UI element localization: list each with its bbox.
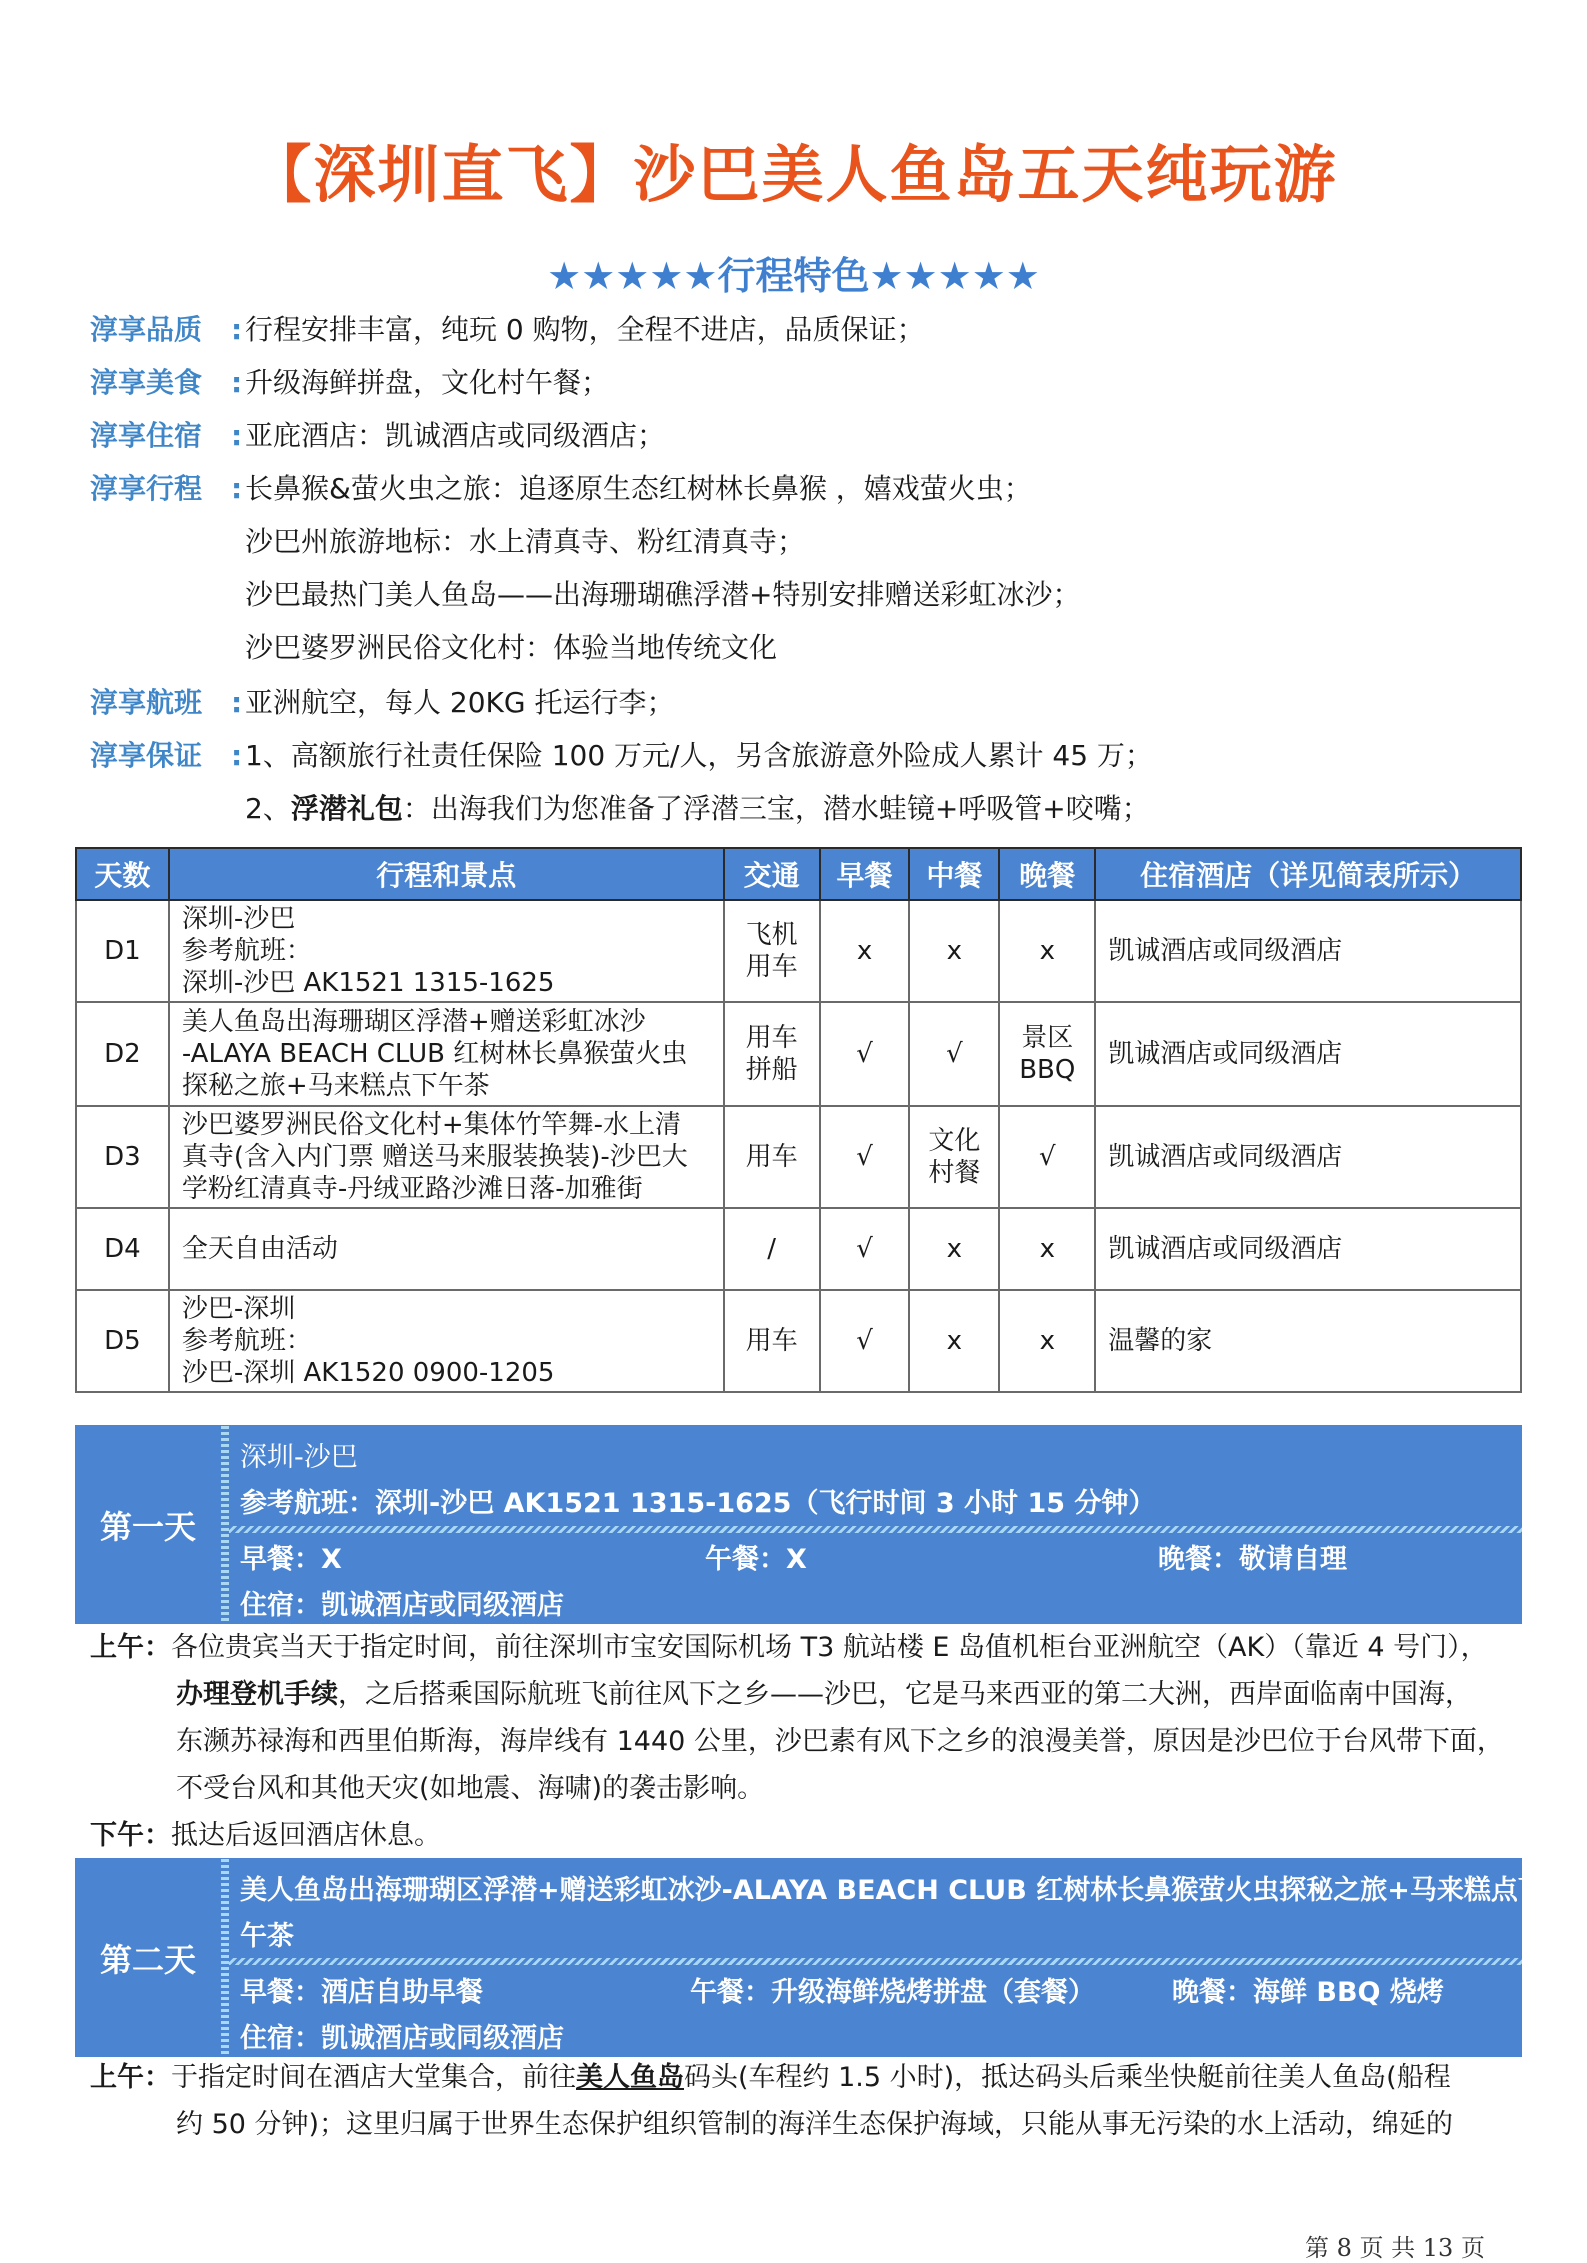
feature-text: 升级海鲜拼盘，文化村午餐； <box>245 366 610 399</box>
cell-transport: 飞机 用车 <box>724 900 820 1002</box>
cell-route: 沙巴-深圳 参考航班： 沙巴-深圳 AK1520 0900-1205 <box>169 1290 724 1392</box>
feature-itinerary: 淳享行程 : 长鼻猴&萤火虫之旅：追逐原生态红树林长鼻猴 ，嬉戏萤火虫； <box>90 472 1032 505</box>
cell-lunch: 文化 村餐 <box>909 1106 999 1208</box>
day1-morning: 上午：各位贵宾当天于指定时间，前往深圳市宝安国际机场 T3 航站楼 E 岛值机柜台亚洲航空（AK）（靠近 4 号门）， 办理登机手续，之后搭乘国际航班飞前往风下之乡——沙巴，它是马来西亚的第二大洲，西岸面临南中国海， 东濒苏禄海和西里伯斯海，海岸线有 1440 公里，沙巴素有风下之乡的浪漫美誉，原因是沙巴位于台风带下面， 不受台风和其他天灾(如地震、海啸)的袭击影响。 下午：抵达后返回酒店休息。 <box>90 1624 1530 1859</box>
day2-route-cont: 午茶 <box>240 1921 294 1952</box>
feature-text: 1、高额旅行社责任保险 100 万元/人，另含旅游意外险成人累计 45 万； <box>245 739 1153 772</box>
cell-day: D3 <box>76 1106 169 1208</box>
feature-guarantee: 淳享保证 : 1、高额旅行社责任保险 100 万元/人，另含旅游意外险成人累计 45 万； <box>90 739 1153 772</box>
feature-itinerary-cont: 沙巴婆罗洲民俗文化村：体验当地传统文化 <box>245 631 778 664</box>
header-hotel: 住宿酒店（详见简表所示） <box>1095 848 1521 900</box>
table-row <box>76 1002 1521 1106</box>
header-day: 天数 <box>76 848 169 900</box>
day1-lunch: 午餐：X <box>705 1544 807 1575</box>
cell-breakfast: √ <box>820 1106 910 1208</box>
header-route: 行程和景点 <box>169 848 724 900</box>
feature-text: 长鼻猴&萤火虫之旅：追逐原生态红树林长鼻猴 ，嬉戏萤火虫； <box>245 472 1032 505</box>
feature-text: 行程安排丰富，纯玩 0 购物，全程不进店，品质保证； <box>245 313 925 346</box>
cell-day: D1 <box>76 900 169 1002</box>
cell-route: 深圳-沙巴 参考航班： 深圳-沙巴 AK1521 1315-1625 <box>169 900 724 1002</box>
cell-hotel: 凯诚酒店或同级酒店 <box>1095 1106 1521 1208</box>
page-number: 第 8 页 共 13 页 <box>1305 2234 1485 2262</box>
header-transport: 交通 <box>724 848 820 900</box>
cell-breakfast: x <box>820 900 910 1002</box>
day2-breakfast: 早餐：酒店自助早餐 <box>240 1977 483 2008</box>
header-breakfast: 早餐 <box>820 848 910 900</box>
day1-afternoon: 下午：抵达后返回酒店休息。 <box>90 1820 441 1851</box>
header-lunch: 中餐 <box>909 848 999 900</box>
cell-transport: / <box>724 1208 820 1290</box>
day1-route: 深圳-沙巴 <box>240 1442 358 1473</box>
cell-lunch: √ <box>909 1002 999 1106</box>
cell-day: D5 <box>76 1290 169 1392</box>
feature-flight: 淳享航班 : 亚洲航空，每人 20KG 托运行李； <box>90 686 675 719</box>
day2-lunch: 午餐：升级海鲜烧烤拼盘（套餐） <box>690 1977 1095 2008</box>
day1-dinner: 晚餐：敬请自理 <box>1158 1544 1347 1575</box>
cell-dinner: 景区 BBQ <box>999 1002 1095 1106</box>
feature-text: 亚庇酒店：凯诚酒店或同级酒店； <box>245 419 666 452</box>
feature-label: 淳享保证 <box>90 739 203 772</box>
day1-breakfast: 早餐：X <box>240 1544 342 1575</box>
cell-lunch: x <box>909 1208 999 1290</box>
cell-breakfast: √ <box>820 1290 910 1392</box>
feature-guarantee-cont: 2、浮潜礼包：出海我们为您准备了浮潜三宝，潜水蛙镜+呼吸管+咬嘴； <box>245 792 1150 825</box>
day2-route: 美人鱼岛出海珊瑚区浮潜+赠送彩虹冰沙-ALAYA BEACH CLUB 红树林长鼻猴萤火虫探秘之旅+马来糕点下 <box>240 1875 1545 1906</box>
feature-itinerary-cont: 沙巴州旅游地标：水上清真寺、粉红清真寺； <box>245 525 806 558</box>
table-header-row <box>76 848 1521 900</box>
feature-label: 淳享美食 <box>90 366 203 399</box>
cell-transport: 用车 拼船 <box>724 1002 820 1106</box>
feature-label: 淳享航班 <box>90 686 203 719</box>
cell-lunch: x <box>909 900 999 1002</box>
table-row <box>76 900 1521 1002</box>
cell-dinner: x <box>999 1290 1095 1392</box>
feature-label: 淳享行程 <box>90 472 203 505</box>
feature-list <box>90 312 1530 844</box>
day1-label: 第一天 <box>99 1507 196 1546</box>
cell-route: 美人鱼岛出海珊瑚区浮潜+赠送彩虹冰沙 -ALAYA BEACH CLUB 红树林长鼻猴萤火虫 探秘之旅+马来糕点下午茶 <box>169 1002 724 1106</box>
cell-dinner: x <box>999 1208 1095 1290</box>
feature-label: 淳享品质 <box>90 313 203 346</box>
cell-breakfast: √ <box>820 1002 910 1106</box>
day2-label: 第二天 <box>99 1940 196 1979</box>
feature-quality: 淳享品质 : 行程安排丰富，纯玩 0 购物，全程不进店，品质保证； <box>90 313 925 346</box>
cell-route: 沙巴婆罗洲民俗文化村+集体竹竿舞-水上清 真寺(含入内门票 赠送马来服装换装)-沙巴大 学粉红清真寺-丹绒亚路沙滩日落-加雅街 <box>169 1106 724 1208</box>
day1-header <box>75 1425 1522 1624</box>
cell-hotel: 凯诚酒店或同级酒店 <box>1095 1002 1521 1106</box>
page-title: 【深圳直飞】沙巴美人鱼岛五天纯玩游 <box>249 138 1338 211</box>
cell-transport: 用车 <box>724 1106 820 1208</box>
table-row <box>76 1290 1521 1392</box>
day1-flight: 参考航班：深圳-沙巴 AK1521 1315-1625（飞行时间 3 小时 15 分钟） <box>240 1488 1156 1519</box>
itinerary-table <box>75 847 1522 1393</box>
cell-route: 全天自由活动 <box>169 1208 724 1290</box>
cell-lunch: x <box>909 1290 999 1392</box>
day2-header <box>75 1858 1545 2057</box>
cell-hotel: 凯诚酒店或同级酒店 <box>1095 900 1521 1002</box>
day1-hotel: 住宿：凯诚酒店或同级酒店 <box>240 1590 564 1621</box>
section-subtitle: ★★★★★行程特色★★★★★ <box>547 254 1040 298</box>
feature-itinerary-cont: 沙巴最热门美人鱼岛——出海珊瑚礁浮潜+特别安排赠送彩虹冰沙； <box>245 578 1081 611</box>
header-dinner: 晚餐 <box>999 848 1095 900</box>
cell-breakfast: √ <box>820 1208 910 1290</box>
cell-transport: 用车 <box>724 1290 820 1392</box>
cell-dinner: √ <box>999 1106 1095 1208</box>
day2-morning: 上午：于指定时间在酒店大堂集合，前往美人鱼岛码头(车程约 1.5 小时)，抵达码头后乘坐快艇前往美人鱼岛(船程 约 50 分钟)；这里归属于世界生态保护组织管制的海洋生态保护海域，只能从事无污染的水上活动，绵延的 <box>90 2062 1454 2140</box>
cell-hotel: 凯诚酒店或同级酒店 <box>1095 1208 1521 1290</box>
table-row <box>76 1106 1521 1208</box>
cell-day: D2 <box>76 1002 169 1106</box>
snorkel-gift-label: 浮潜礼包 <box>290 792 403 825</box>
feature-label: 淳享住宿 <box>90 419 203 452</box>
cell-dinner: x <box>999 900 1095 1002</box>
cell-hotel: 温馨的家 <box>1095 1290 1521 1392</box>
feature-hotel: 淳享住宿 : 亚庇酒店：凯诚酒店或同级酒店； <box>90 419 666 452</box>
day2-hotel: 住宿：凯诚酒店或同级酒店 <box>240 2023 564 2054</box>
feature-food: 淳享美食 : 升级海鲜拼盘，文化村午餐； <box>90 366 610 399</box>
cell-day: D4 <box>76 1208 169 1290</box>
day2-dinner: 晚餐：海鲜 BBQ 烧烤 <box>1172 1977 1444 2008</box>
feature-text: 亚洲航空，每人 20KG 托运行李； <box>245 686 675 719</box>
table-row <box>76 1208 1521 1290</box>
